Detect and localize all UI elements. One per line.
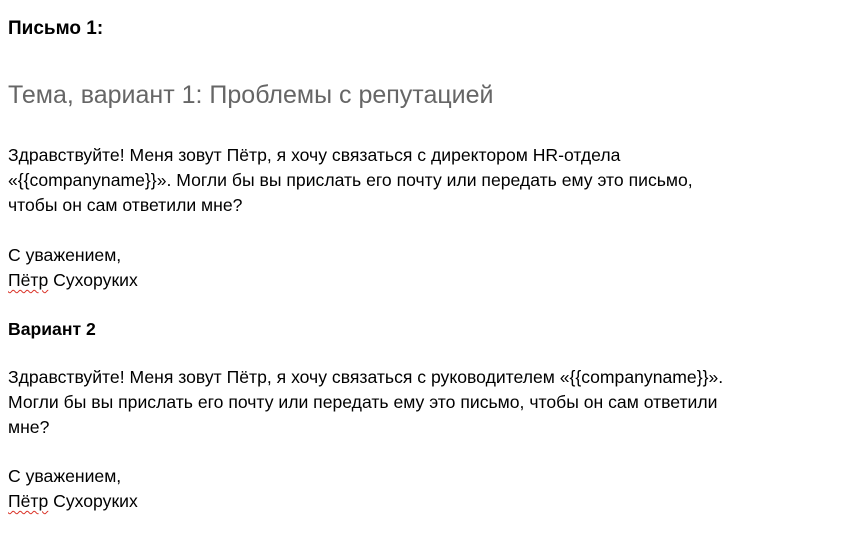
letter-body-variant-2 [8, 365, 723, 440]
signature-block-variant-2 [8, 464, 138, 514]
body-line: Здравствуйте! Меня зовут Пётр, я хочу связаться с руководителем «{{companyname}}». [8, 367, 724, 387]
signature-name [8, 489, 138, 514]
signature-name [8, 268, 138, 293]
signature-surname: Сухоруких [48, 270, 138, 290]
signature-surname: Сухоруких [48, 491, 138, 511]
subject-line-variant-1: Тема, вариант 1: Проблемы с репутацией [8, 81, 494, 109]
letter-title: Письмо 1: [8, 18, 104, 39]
closing-text: С уважением, [8, 466, 122, 486]
body-line: Могли бы вы прислать его почту или передать ему это письмо, чтобы он сам ответили [8, 392, 718, 412]
variant-2-title: Вариант 2 [8, 319, 96, 339]
body-line: мне? [8, 417, 50, 437]
signature-block-variant-1 [8, 243, 138, 293]
body-line: Здравствуйте! Меня зовут Пётр, я хочу связаться с директором HR-отдела [8, 145, 621, 165]
body-line: «{{companyname}}». Могли бы вы прислать его почту или передать ему это письмо, [8, 170, 693, 190]
body-line: чтобы он сам ответили мне? [8, 195, 243, 215]
closing-text: С уважением, [8, 245, 122, 265]
spellcheck-flagged-word[interactable]: Пётр [8, 270, 49, 290]
spellcheck-flagged-word[interactable]: Пётр [8, 491, 49, 511]
letter-body-variant-1 [8, 143, 693, 218]
